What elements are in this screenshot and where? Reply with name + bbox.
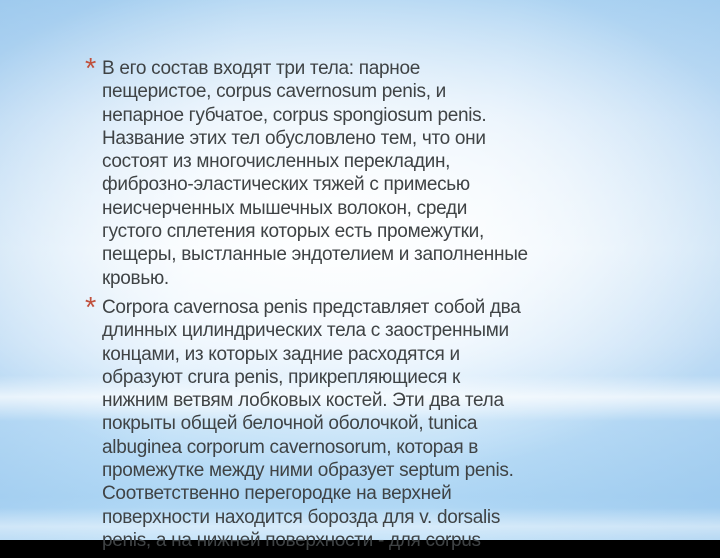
bullet-paragraph bbox=[85, 53, 648, 290]
text-line: пещеристое, corpus cavernosum penis, и bbox=[102, 81, 446, 103]
bullet-paragraph bbox=[85, 291, 648, 552]
slide-body-text bbox=[85, 53, 648, 558]
asterisk-bullet-icon: * bbox=[85, 53, 97, 85]
text-line: пещеры, выстланные эндотелием и заполненные bbox=[102, 244, 528, 266]
text-line: непарное губчатое, corpus spongiosum penis. bbox=[102, 104, 487, 126]
asterisk-bullet-icon: * bbox=[85, 291, 97, 324]
text-line: Соответственно перегородке на верхней bbox=[102, 483, 452, 505]
text-line: Название этих тел обусловлено тем, что они bbox=[102, 127, 486, 149]
text-line: В его состав входят три тела: парное bbox=[102, 58, 421, 79]
text-line: penis, а на нижней поверхности - для corpus bbox=[102, 529, 481, 551]
text-line: длинных цилиндрических тела с заостренными bbox=[102, 320, 509, 342]
text-line: Corpora cavernosa penis представляет собой два bbox=[102, 296, 521, 318]
text-line: нижним ветвям лобковых костей. Эти два тела bbox=[102, 390, 504, 412]
text-line: фиброзно-эластических тяжей с примесью bbox=[102, 174, 470, 196]
bullet-text bbox=[102, 296, 648, 552]
text-line: образуют crura penis, прикрепляющиеся к bbox=[102, 366, 461, 388]
text-line: поверхности находится борозда для v. dorsalis bbox=[102, 506, 501, 528]
text-line: густого сплетения которых есть промежутки, bbox=[102, 221, 484, 243]
bullet-text bbox=[102, 57, 648, 290]
text-line: концами, из которых задние расходятся и bbox=[102, 343, 460, 365]
text-line: промежутке между ними образует septum penis. bbox=[102, 460, 514, 482]
text-line: покрыты общей белочной оболочкой, tunica bbox=[102, 413, 478, 435]
text-line: неисчерченных мышечных волокон, среди bbox=[102, 197, 468, 219]
text-line: кровью. bbox=[102, 267, 169, 289]
text-line: albuginea corporum cavernosorum, которая в bbox=[102, 436, 479, 458]
text-line: состоят из многочисленных перекладин, bbox=[102, 151, 451, 173]
